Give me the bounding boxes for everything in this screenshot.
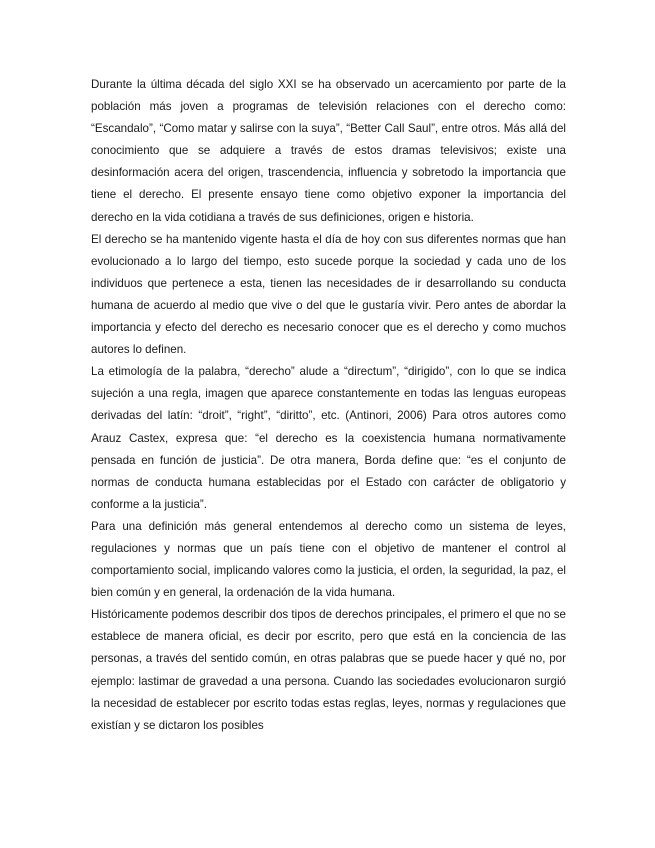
paragraph-intro: Durante la última década del siglo XXI se ha observado un acercamiento por parte de la población más joven a programas de televisión relaciones con el derecho como: “Escandalo”, “Como matar y salirse con la suya”, “Better Call Saul”, entre otros. Más allá del conocimiento que se adquiere a través de estos dramas televisivos; existe una desinformación acera del origen, trascendencia, influencia y sobretodo la importancia que tiene el derecho. El presente ensayo tiene como objetivo exponer la importancia del derecho en la vida cotidiana a través de sus definiciones, origen e historia. — [91, 78, 566, 224]
paragraph-derecho-vigente: El derecho se ha mantenido vigente hasta el día de hoy con sus diferentes normas que han evolucionado a lo largo del tiempo, esto sucede porque la sociedad y cada uno de los individuos que pertenece a esta, tienen las necesidades de ir desarrollando su conducta humana de acuerdo al medio que vive o del que le gustaría vivir. Pero antes de abordar la importancia y efecto del derecho es necesario conocer que es el derecho y como muchos autores lo definen. — [91, 232, 566, 357]
paragraph-definicion-general: Para una definición más general entendemos al derecho como un sistema de leyes, regulaciones y normas que un país tiene con el objetivo de mantener el control al comportamiento social, implicando valores como la justicia, el orden, la seguridad, la paz, el bien común y en general, la ordenación de la vida humana. — [91, 519, 566, 600]
paragraph-historia: Históricamente podemos describir dos tipos de derechos principales, el primero el que no se establece de manera oficial, es decir por escrito, pero que está en la conciencia de las personas, a través del sentido común, en otras palabras que se puede hacer y qué no, por ejemplo: lastimar de gravedad a una persona. Cuando las sociedades evolucionaron surgió la necesidad de establecer por escrito todas estas reglas, leyes, normas y regulaciones que existían y se dictaron los posibles — [91, 608, 566, 732]
document-body — [91, 74, 566, 737]
paragraph-etimologia: La etimología de la palabra, “derecho” alude a “directum”, “dirigido”, con lo que se indica sujeción a una regla, imagen que aparece constantemente en todas las lenguas europeas derivadas del latín: “droit”, “right”, “diritto”, etc. (Antinori, 2006) Para otros autores como Arauz Castex, expresa que: “el derecho es la coexistencia humana normativamente pensada en función de justicia”. De otra manera, Borda define que: “es el conjunto de normas de conducta humana establecidas por el Estado con carácter de obligatorio y conforme a la justicia”. — [91, 365, 566, 511]
